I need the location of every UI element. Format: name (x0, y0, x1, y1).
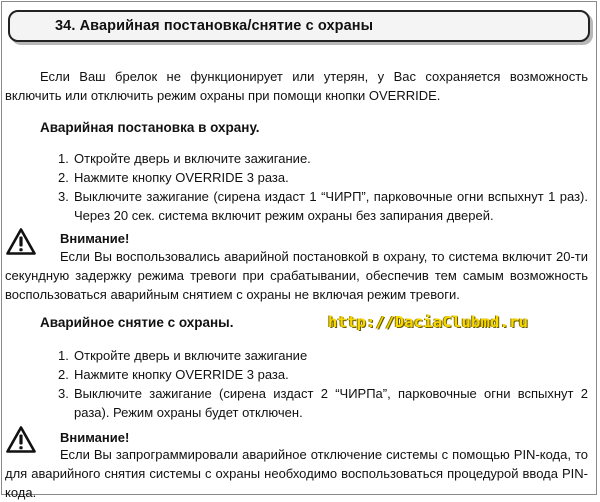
warning2-label: Внимание! (60, 430, 130, 445)
list-item: 2. Нажмите кнопку OVERRIDE 3 раза. (58, 170, 289, 185)
warning1-label: Внимание! (60, 231, 130, 246)
section-title: 34. Аварийная постановка/снятие с охраны (55, 18, 374, 34)
warning1-text: Если Вы воспользовались аварийной постановкой в охрану, то система включит 20-ти секундную задержку режима тревоги при срабатывании, обеспечив тем самым возможность воспользоваться аварийным снятием с охраны не включая режим тревоги. (5, 249, 588, 302)
list-item: 3. Выключите зажигание (сирена издаст 2 “ЧИРПа”, парковочные огни вспыхнут 2 раза). Режим охраны будет отключен. (58, 386, 588, 420)
list-item: 3. Выключите зажигание (сирена издаст 1 “ЧИРП”, парковочные огни вспыхнут 1 раз). Через 20 сек. система включит режим охраны без запирания дверей. (58, 189, 588, 223)
intro-paragraph: Если Ваш брелок не функционирует или утерян, у Вас сохраняется возможность включить или отключить режим охраны при помощи кнопки OVERRIDE. (5, 69, 588, 103)
list-item: 1. Откройте дверь и включите зажигание (58, 348, 308, 363)
arm-heading: Аварийная постановка в охрану. (40, 120, 260, 135)
watermark-url: http://DaciaClubmd.ru (328, 313, 529, 331)
list-item: 2. Нажмите кнопку OVERRIDE 3 раза. (58, 367, 289, 382)
section-title-bar (8, 10, 590, 42)
list-item: 1. Откройте дверь и включите зажигание. (58, 151, 311, 166)
arm-steps (58, 149, 588, 225)
disarm-heading: Аварийное снятие с охраны. (40, 315, 234, 330)
warning2-text: Если Вы запрограммировали аварийное отключение системы с помощью PIN-кода, то для аварийного снятия системы с охраны необходимо воспользоваться процедурой ввода PIN-кода. (5, 447, 588, 500)
disarm-steps (58, 346, 588, 422)
